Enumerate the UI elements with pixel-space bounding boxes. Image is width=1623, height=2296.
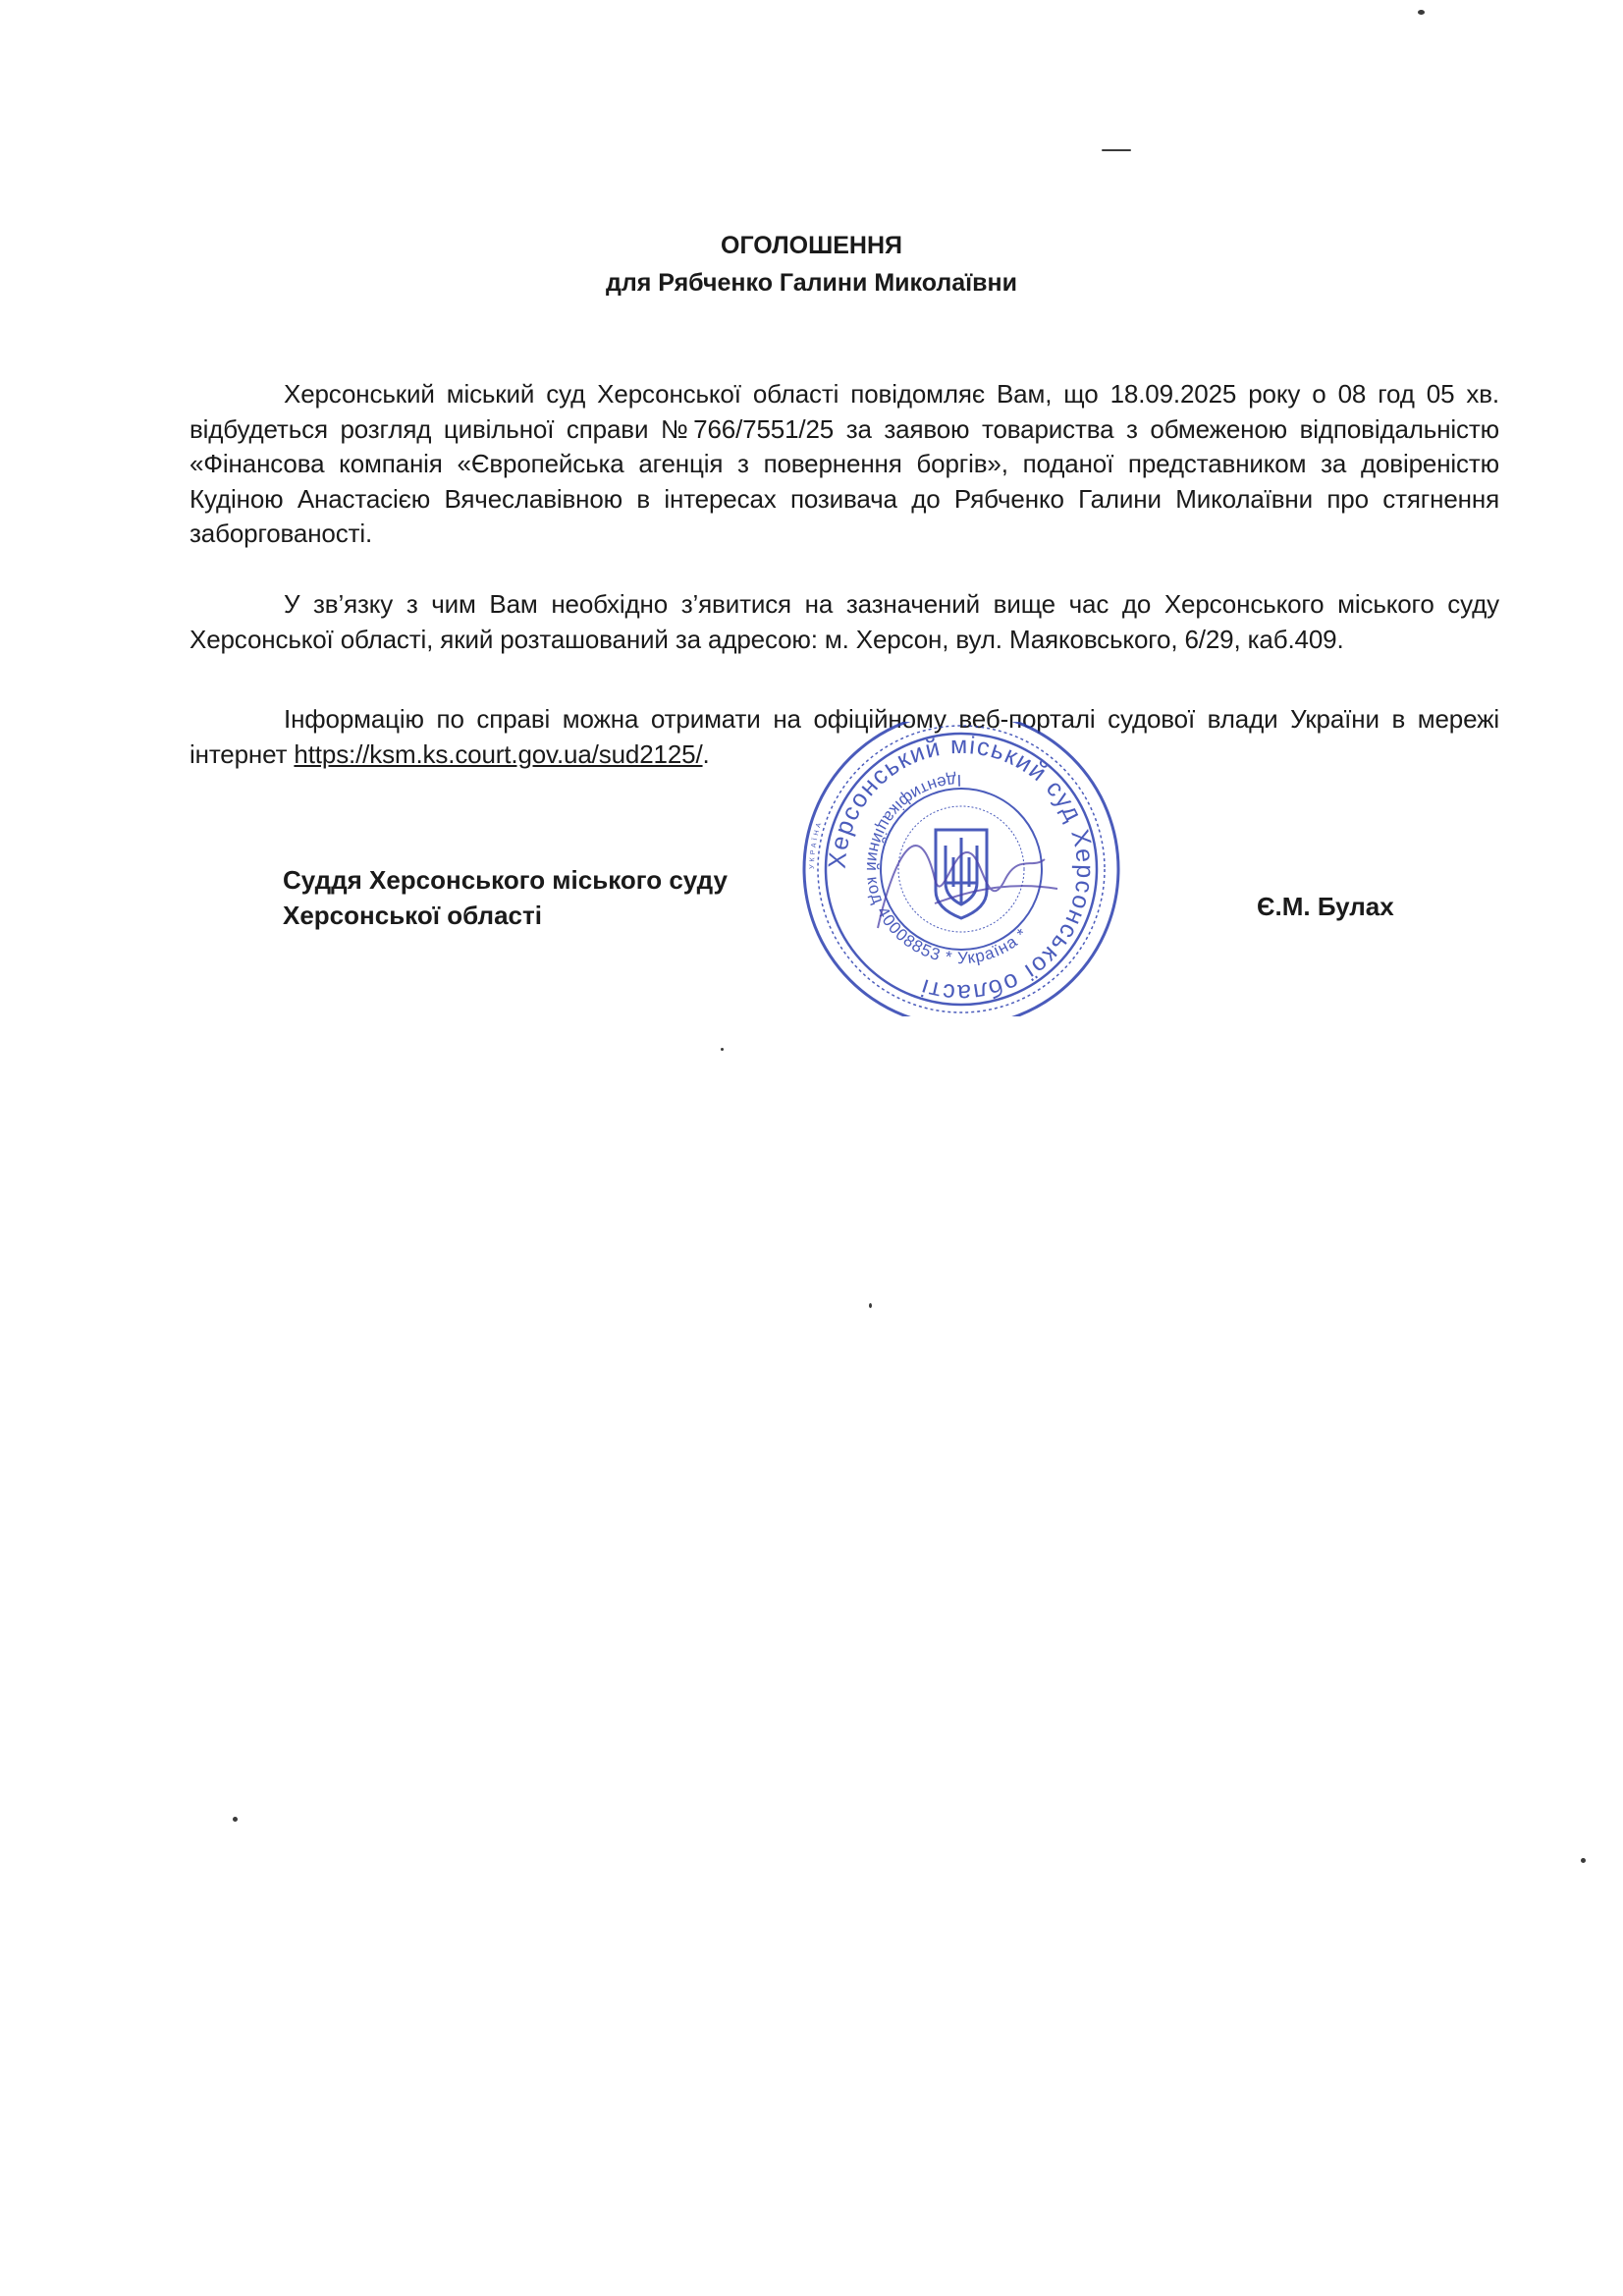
trident-emblem-icon [936,830,987,918]
paragraph-appearance-address: У зв’язку з чим Вам необхідно з’явитися на зазначений вище час до Херсонського міського суду Херсонської області, який розташований за адресою: м. Херсон, вул. Маяковського, 6/29, каб.409. [189,589,1499,654]
signature-title-line1: Суддя Херсонського міського суду [283,865,728,895]
court-website-link[interactable]: https://ksm.ks.court.gov.ua/sud2125/ [294,738,703,769]
seal-outer-text: Херсонський міський суд Херсонської області [823,731,1100,1008]
scan-speck [869,1303,872,1308]
paragraph-hearing-notice: Херсонський міський суд Херсонської області повідомляє Вам, що 18.09.2025 року о 08 год 05 хв. відбудеться розгляд цивільної справи №766/7551/25 за заявою товариства з обмеженою відповідальністю «Фінансова компанія «Європейська агенція з повернення боргів», поданої представником за довіреністю Кудіною Анастасією Вячеславівною в інтересах позивача до Рябченко Галини Миколаївни про стягнення заборгованості. [189,379,1499,548]
seal-ring-text: УКРАЇНА [808,819,825,870]
paragraph-information-end: . [702,738,710,769]
svg-text:Ідентифікаційний код 40008853 [863,771,1032,967]
paragraph-information-text: Інформацію по справі можна отримати на офіційному веб-порталі судової влади України в мережі інтернет [189,704,1499,769]
scan-speck [1581,1858,1586,1863]
document-title: ОГОЛОШЕННЯ [721,232,902,259]
scan-mark [1102,149,1131,151]
seal-ink [804,722,1118,1016]
signature-title-line2: Херсонської області [283,901,542,930]
scan-speck [721,1048,724,1051]
scan-speck [233,1817,238,1822]
seal-inner-text: Ідентифікаційний код 40008853 * Україна * [862,770,1032,968]
signature-title [283,862,728,933]
scan-speck [1418,10,1425,15]
document-subtitle: для Рябченко Галини Миколаївни [605,269,1018,297]
court-seal-stamp [787,722,1135,1016]
signature-name: Є.М. Булах [1257,892,1394,921]
